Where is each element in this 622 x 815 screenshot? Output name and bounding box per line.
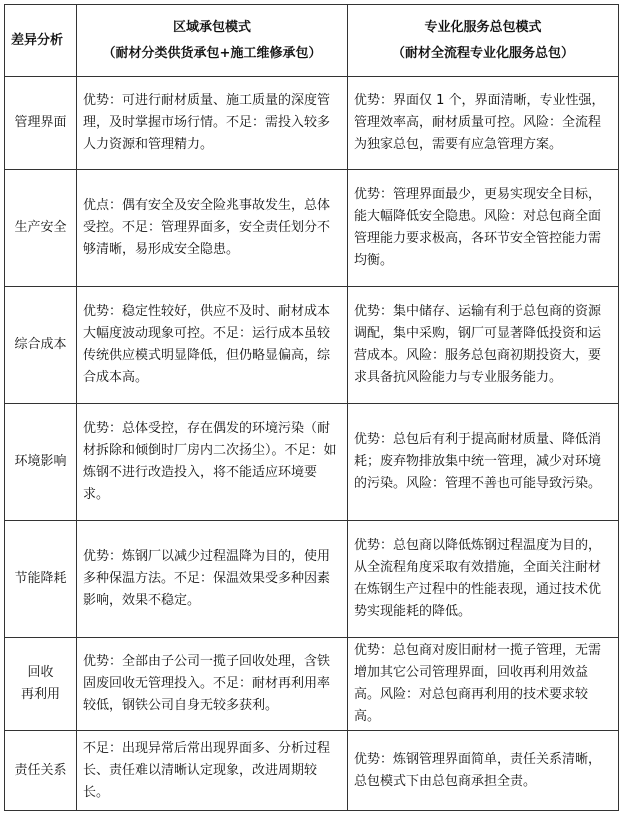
row-dimension-line: 管理界面 [14, 115, 67, 130]
regional-cell: 优点：偶有安全及安全险兆事故发生，总体受控。不足：管理界面多，安全责任划分不够清晰，易形成安全隐患。 [77, 170, 348, 287]
row-dimension-line: 环境影响 [14, 454, 67, 469]
header-regional-title: 区域承包模式 [172, 19, 251, 35]
table-row [5, 404, 619, 521]
regional-cell: 优势：炼钢厂以减少过程温降为目的，使用多种保温方法。不足：保温效果受多种因素影响，效果不稳定。 [77, 521, 348, 638]
table-body [5, 5, 619, 811]
row-dimension-line: 责任关系 [14, 762, 67, 778]
service-cell: 优势：总包商以降低炼钢过程温度为目的，从全流程角度采取有效措施，全面关注耐材在炼钢生产过程中的性能表现，通过技术优势实现能耗的降低。 [348, 521, 619, 638]
table-row [5, 521, 619, 638]
service-cell: 优势：管理界面最少，更易实现安全目标，能大幅降低安全隐患。风险：对总包商全面管理能力要求极高，各环节安全管控能力需均衡。 [348, 170, 619, 287]
row-dimension-line: 节能降耗 [14, 571, 67, 586]
row-dimension [5, 287, 77, 404]
regional-cell: 优势：全部由子公司一揽子回收处理，含铁固废回收无管理投入。不足：耐材再利用率较低，钢铁公司自身无较多获利。 [77, 638, 348, 731]
header-dimension: 差异分析 [5, 5, 77, 77]
header-row [5, 5, 619, 77]
row-dimension [5, 731, 77, 811]
regional-cell: 优势：总体受控，存在偶发的环境污染（耐材拆除和倾倒时厂房内二次扬尘）。不足：如炼钢不进行改造投入，将不能适应环境要求。 [77, 404, 348, 521]
table-row [5, 170, 619, 287]
table-row [5, 638, 619, 731]
row-dimension [5, 77, 77, 170]
row-dimension [5, 404, 77, 521]
regional-cell: 不足：出现异常后常出现界面多、分析过程长、责任难以清晰认定现象，改进周期较长。 [77, 731, 348, 811]
header-service-subtitle: （耐材全流程专业化服务总包） [391, 45, 574, 61]
table-row [5, 731, 619, 811]
service-cell: 优势：集中储存、运输有利于总包商的资源调配，集中采购，钢厂可显著降低投资和运营成本。风险：服务总包商初期投资大，要求具备抗风险能力与专业服务能力。 [348, 287, 619, 404]
service-cell: 优势：界面仅 1 个，界面清晰，专业性强，管理效率高，耐材质量可控。风险：全流程为独家总包，需要有应急管理方案。 [348, 77, 619, 170]
regional-cell: 优势：稳定性较好，供应不及时、耐材成本大幅度波动现象可控。不足：运行成本虽较传统供应模式明显降低，但仍略显偏高，综合成本高。 [77, 287, 348, 404]
table-row [5, 287, 619, 404]
row-dimension-line: 再利用 [20, 687, 60, 702]
header-regional-subtitle: （耐材分类供货承包+施工维修承包） [102, 45, 322, 61]
service-cell: 优势：总包后有利于提高耐材质量、降低消耗；废弃物排放集中统一管理，减少对环境的污染。风险：管理不善也可能导致污染。 [348, 404, 619, 521]
table-row [5, 77, 619, 170]
row-dimension [5, 521, 77, 638]
service-cell: 优势：炼钢管理界面简单，责任关系清晰，总包模式下由总包商承担全责。 [348, 731, 619, 811]
regional-cell: 优势：可进行耐材质量、施工质量的深度管理，及时掌握市场行情。不足：需投入较多人力资源和管理精力。 [77, 77, 348, 170]
row-dimension-line: 回收 [27, 665, 54, 680]
row-dimension-line: 生产安全 [14, 220, 67, 235]
header-service-title: 专业化服务总包模式 [424, 19, 542, 35]
comparison-table [4, 4, 619, 811]
header-service-mode [348, 5, 619, 77]
service-cell: 优势：总包商对废旧耐材一揽子管理，无需增加其它公司管理界面，回收再利用效益高。风险：对总包商再利用的技术要求较高。 [348, 638, 619, 731]
row-dimension [5, 170, 77, 287]
row-dimension-line: 综合成本 [14, 337, 67, 352]
row-dimension [5, 638, 77, 731]
header-regional-mode [77, 5, 348, 77]
